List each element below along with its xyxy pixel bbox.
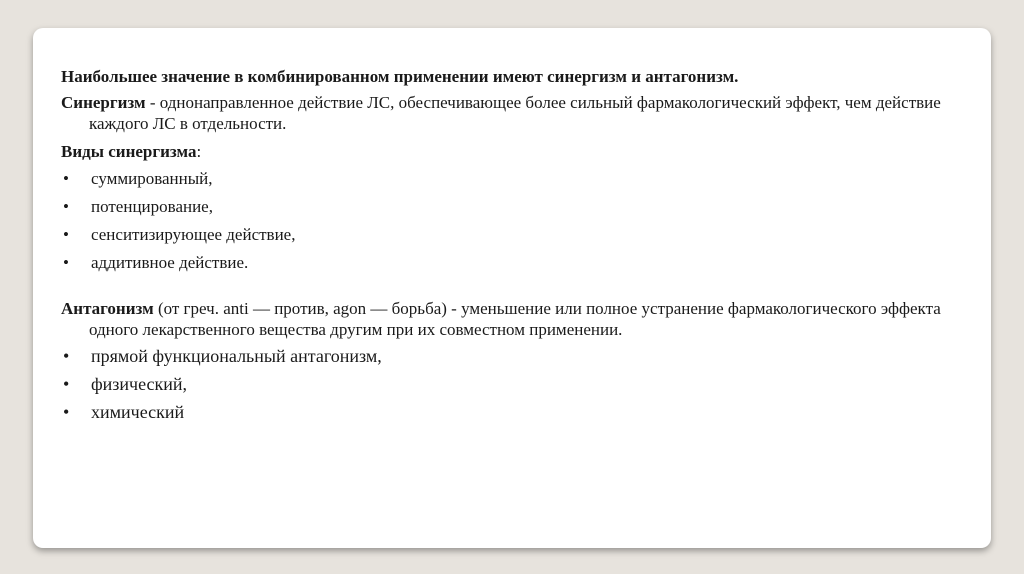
list-item-text: сенситизирующее действие, bbox=[91, 225, 296, 244]
synergism-paragraph bbox=[61, 92, 966, 134]
bullet-icon: • bbox=[63, 225, 69, 244]
slide-content bbox=[61, 66, 966, 430]
section-spacer bbox=[61, 280, 966, 298]
slide-card bbox=[33, 28, 991, 548]
synergism-definition: - однонаправленное действие ЛС, обеспечивающее более сильный фармакологический эффект, чем действие каждого ЛС в отдельности. bbox=[89, 93, 941, 133]
list-item bbox=[61, 168, 966, 196]
bullet-icon: • bbox=[63, 402, 70, 422]
list-item-text: физический, bbox=[91, 374, 188, 394]
synergism-kinds-list bbox=[61, 168, 966, 280]
synergism-kinds-heading bbox=[61, 141, 966, 162]
list-item bbox=[61, 402, 966, 430]
list-item bbox=[61, 252, 966, 280]
list-item bbox=[61, 374, 966, 402]
list-item bbox=[61, 196, 966, 224]
antagonism-kinds-list bbox=[61, 346, 966, 430]
list-item-text: аддитивное действие. bbox=[91, 253, 249, 272]
bullet-icon: • bbox=[63, 169, 69, 188]
list-item-text: суммированный, bbox=[91, 169, 213, 188]
intro-heading: Наибольшее значение в комбинированном применении имеют синергизм и антагонизм. bbox=[61, 67, 739, 86]
list-item-text: прямой функциональный антагонизм, bbox=[91, 346, 382, 366]
list-item bbox=[61, 224, 966, 252]
list-item-text: потенцирование, bbox=[91, 197, 213, 216]
bullet-icon: • bbox=[63, 197, 69, 216]
antagonism-definition: (от греч. anti — против, agon — борьба) - уменьшение или полное устранение фармакологического эффекта одного лекарственного вещества другим при их совместном применении. bbox=[89, 299, 941, 339]
bullet-icon: • bbox=[63, 374, 70, 394]
synergism-term: Синергизм bbox=[61, 93, 146, 112]
bullet-icon: • bbox=[63, 346, 70, 366]
bullet-icon: • bbox=[63, 253, 69, 272]
synergism-kinds-label: Виды синергизма bbox=[61, 142, 197, 161]
synergism-kinds-colon: : bbox=[196, 142, 202, 161]
antagonism-term: Антагонизм bbox=[61, 299, 154, 318]
list-item bbox=[61, 346, 966, 374]
list-item-text: химический bbox=[91, 402, 185, 422]
antagonism-paragraph bbox=[61, 298, 966, 340]
